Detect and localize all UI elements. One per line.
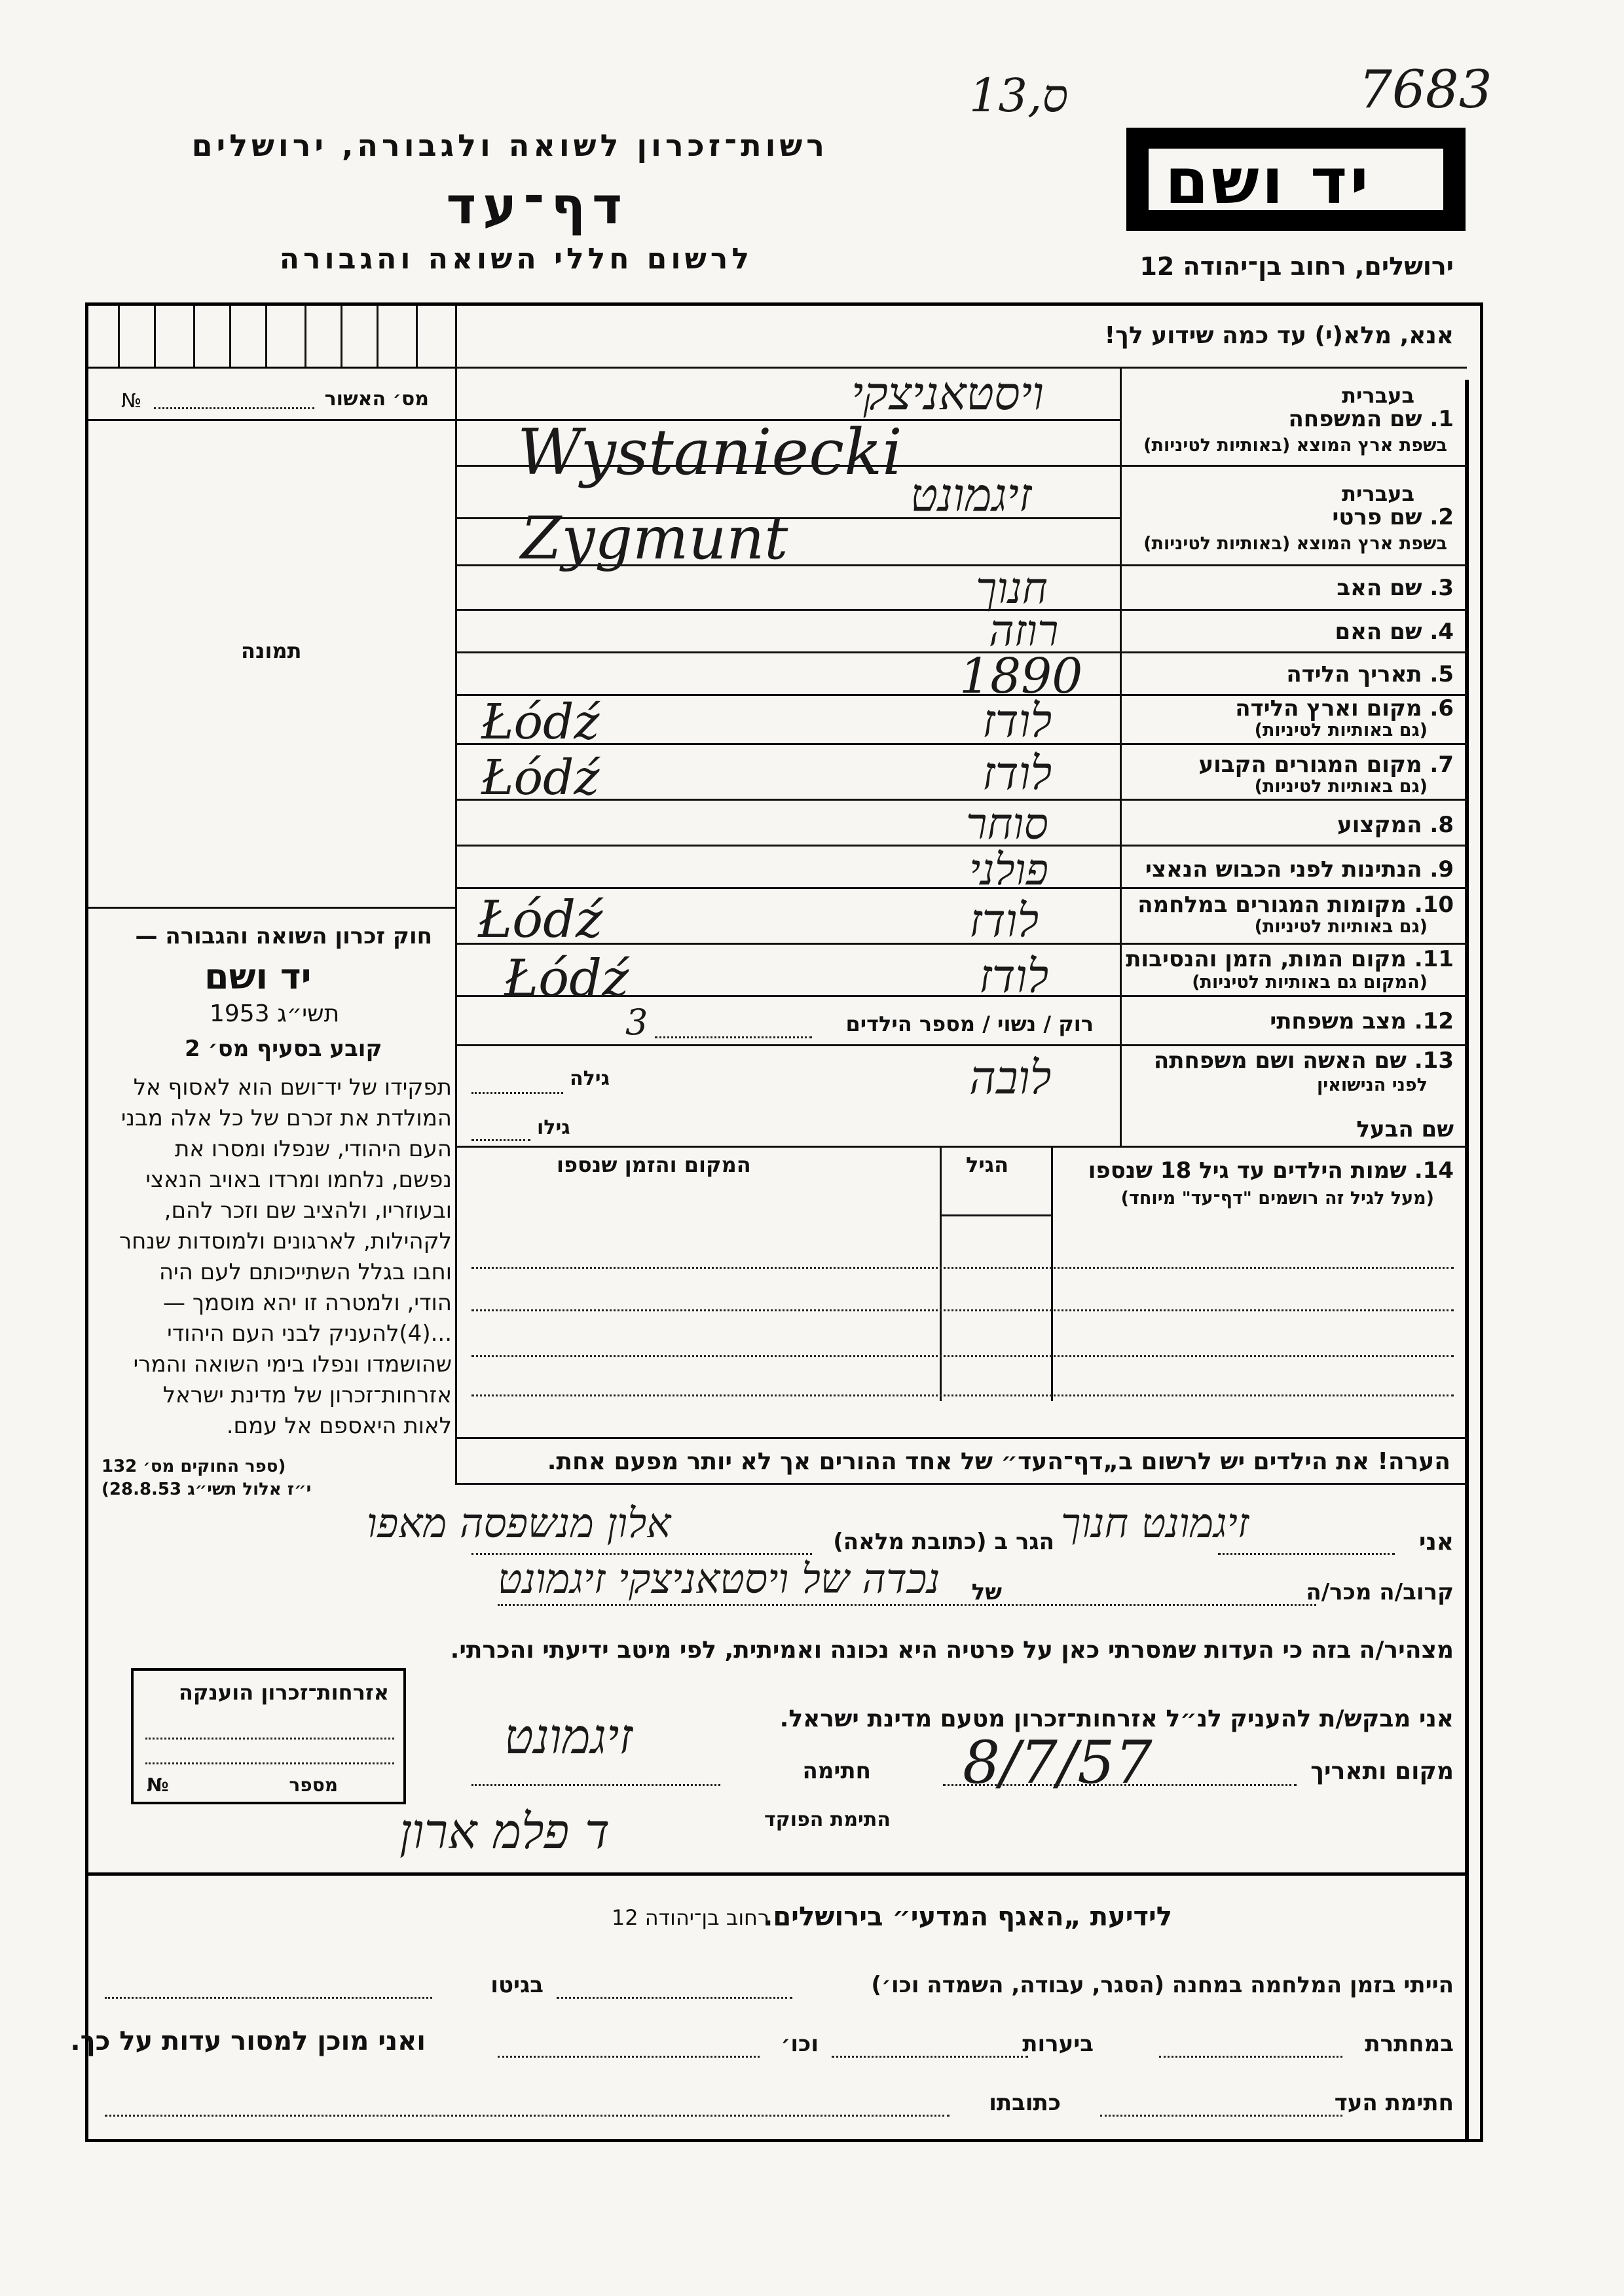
field-3-value[interactable]: חנוך bbox=[976, 563, 1048, 613]
citizenship-number-label: מספר bbox=[289, 1774, 338, 1796]
intro-instruction: אנא, מלא(י) עד כמה שידוע לך! bbox=[1104, 322, 1454, 349]
note: הערה! את הילדים יש לרשום ב„דף־העד״ של אחד ההורים אך לא יותר מפעם אחת. bbox=[547, 1448, 1450, 1475]
authority-name: רשות־זכרון לשואה ולגבורה, ירושלים bbox=[191, 128, 828, 163]
field-6-value-latin[interactable]: Łódź bbox=[481, 694, 600, 750]
field-12-children-field[interactable] bbox=[655, 1036, 812, 1038]
field-13-age-label: גילה bbox=[570, 1067, 610, 1090]
field-10-sub: (גם באותיות לטיניות) bbox=[1254, 917, 1428, 937]
field-9-label: 9. הנתינות לפני הכבוש הנאצי bbox=[1145, 856, 1454, 883]
field-2-value-hebrew[interactable]: זיגמונט bbox=[910, 468, 1032, 522]
law-year: תשי״ג 1953 bbox=[210, 1000, 340, 1027]
signature-label: חתימה bbox=[802, 1758, 871, 1784]
declarant-name[interactable]: זיגמונט חנוך bbox=[1061, 1499, 1249, 1547]
field-8-value[interactable]: סוחר bbox=[966, 799, 1048, 849]
field-1-label: 1. שם המשפחה bbox=[1288, 406, 1454, 432]
field-2-hebrew-tag: בעברית bbox=[1342, 481, 1414, 506]
official-signature-label: התימת הפוקד bbox=[764, 1808, 891, 1831]
field-13-value[interactable]: לובה bbox=[969, 1051, 1052, 1104]
field-2-sub: בשפת ארץ המוצא (באותיות לטיניות) bbox=[1143, 534, 1447, 554]
science-line-3a: חתימת העד bbox=[1334, 2090, 1454, 2116]
field-5-label: 5. תאריך הלידה bbox=[1286, 661, 1454, 687]
law-clause: קובע בסעיף מס׳ 2 bbox=[185, 1036, 382, 1062]
field-6-sub: (גם באותיות לטיניות) bbox=[1254, 720, 1428, 740]
science-line-1a: הייתי בזמן המלחמה במחנה (הסגר, עבודה, השמדה וכו׳) bbox=[871, 1972, 1454, 1998]
field-14-label: 14. שמות הילדים עד גיל 18 שנספו bbox=[1088, 1157, 1454, 1184]
science-line-2a: במחתרת bbox=[1365, 2031, 1454, 2057]
field-7-sub: (גם באותיות לטיניות) bbox=[1254, 776, 1428, 797]
citizenship-title: אזרחות־זכרון הוענקה bbox=[178, 1680, 389, 1705]
field-2-label: 2. שם פרטי bbox=[1332, 504, 1454, 530]
field-12-children-value[interactable]: 3 bbox=[625, 1002, 648, 1043]
field-10-label: 10. מקומות המגורים במלחמה bbox=[1137, 892, 1454, 918]
archive-annotation: 13,ס bbox=[969, 69, 1069, 122]
field-13-sub: לפני הנישואין bbox=[1316, 1075, 1428, 1095]
science-address: רחוב בן־יהודה 12 bbox=[611, 1905, 769, 1930]
husband-age-label: גילו bbox=[537, 1116, 570, 1139]
field-6-label: 6. מקום וארץ הלידה bbox=[1235, 695, 1454, 721]
science-line-3b: כתובתו bbox=[989, 2090, 1061, 2116]
field-7-label: 7. מקום המגורים הקבוע bbox=[1198, 752, 1454, 778]
logo-text: יד ושם bbox=[1165, 145, 1371, 218]
field-2-value-latin[interactable]: Zygmunt bbox=[521, 504, 788, 573]
official-signature-value[interactable]: ד פלמ ארון bbox=[399, 1804, 610, 1860]
children-row-1[interactable] bbox=[471, 1267, 1454, 1269]
address: ירושלים, רחוב בן־יהודה 12 bbox=[1139, 252, 1454, 281]
of-label: של bbox=[971, 1579, 1002, 1605]
field-1-sub: בשפת ארץ המוצא (באותיות לטיניות) bbox=[1143, 435, 1447, 456]
field-9-value[interactable]: פולני bbox=[969, 845, 1049, 895]
science-line-2c: וכו׳ bbox=[781, 2031, 819, 2057]
children-place-column: המקום והזמן שנספו bbox=[557, 1152, 751, 1177]
document-title: דף־עד bbox=[446, 177, 629, 236]
field-8-label: 8. המקצוע bbox=[1337, 812, 1454, 838]
citizenship-number-sign: № bbox=[147, 1774, 169, 1796]
field-4-value[interactable]: רוזה bbox=[989, 606, 1059, 656]
field-14-sub: (מעל לגיל זה רושמים "דף־עד" מיוחד) bbox=[1120, 1188, 1434, 1209]
declaration-ani: אני bbox=[1418, 1529, 1454, 1556]
children-age-column: הגיל bbox=[966, 1152, 1009, 1177]
field-13-label: 13. שם האשה ושם משפחתה bbox=[1153, 1048, 1454, 1074]
husband-label: שם הבעל bbox=[1356, 1116, 1454, 1142]
approval-no-sign: № bbox=[121, 390, 142, 412]
archive-number-note: 7683 bbox=[1359, 59, 1492, 120]
signature-value[interactable]: זיגמונט bbox=[504, 1709, 633, 1765]
field-5-value[interactable]: 1890 bbox=[959, 648, 1083, 704]
field-7-value-latin[interactable]: Łódź bbox=[481, 750, 600, 806]
stub-boxes bbox=[88, 306, 455, 369]
field-1-value-latin[interactable]: Wystaniecki bbox=[517, 416, 902, 489]
field-1-hebrew-tag: בעברית bbox=[1342, 383, 1414, 408]
field-1-value-hebrew[interactable]: ויסטאניצקי bbox=[851, 367, 1044, 420]
yad-vashem-logo bbox=[1126, 128, 1466, 231]
field-3-label: 3. שם האב bbox=[1337, 575, 1454, 601]
relation-value[interactable]: נכדה של ויסטאניצקי זיגמונט bbox=[498, 1555, 940, 1603]
approval-number-field[interactable] bbox=[154, 407, 314, 409]
relative-label: קרוב/ה מכר/ה bbox=[1306, 1579, 1454, 1605]
law-heading: חוק זכרון השואה והגבורה — bbox=[135, 923, 432, 949]
science-line-2b: ביערות bbox=[1022, 2031, 1094, 2057]
children-row-3[interactable] bbox=[471, 1355, 1454, 1357]
field-12-label: 12. מצב משפחתי bbox=[1270, 1008, 1454, 1034]
law-reference-1: (ספר החוקים מס׳ 132 bbox=[101, 1457, 286, 1476]
field-11-label: 11. מקום המות, הזמן והנסיבות bbox=[1126, 946, 1454, 972]
field-11-value-hebrew[interactable]: לודז bbox=[979, 949, 1049, 1003]
place-date-label: מקום ותאריך bbox=[1310, 1758, 1454, 1785]
field-12-options: רוק / נשוי / מספר הילדים bbox=[845, 1011, 1094, 1036]
declarant-address[interactable]: אלון מנשפסה מאפו bbox=[367, 1499, 671, 1547]
request: אני מבקש/ת להעניק לנ״ל אזרחות־זכרון מטעם מדינת ישראל. bbox=[779, 1705, 1454, 1732]
children-row-4[interactable] bbox=[471, 1394, 1454, 1396]
science-title: לידיעת „האגף המדעי״ בירושלים. bbox=[763, 1902, 1172, 1932]
law-body: תפקידו של יד־ושם הוא לאסוף אל המולדת את זכרם של כל אלה מבני העם היהודי, שנפלו ומסרו את נפשם, נלחמו ומרדו באויב הנאצי ובעוזריו, ולהציב שם וזכר להם, לקהילות, לארגונים ולמוסדות שנחר וחבו בגלל השתייכותם לעם היה הודי, ולמטרה זו יהא מוסמך — ...(4)להעניק לבני העם היהודי שהושמדו ונפלו בימי השואה והמרי אזרחות־זכרון של מדינת ישראל לאות היאספם אל עמם. bbox=[119, 1074, 452, 1439]
law-reference-2: י״ז אלול תשי״ג 28.8.53) bbox=[101, 1480, 312, 1499]
field-11-value-latin[interactable]: Łódź bbox=[504, 949, 629, 1008]
children-row-2[interactable] bbox=[471, 1309, 1454, 1311]
field-7-value-hebrew[interactable]: לודז bbox=[982, 746, 1052, 800]
photo-label: תמונה bbox=[241, 638, 302, 663]
approval-number-label: מס׳ האשור bbox=[324, 388, 429, 410]
science-line-2d: ואני מוכן למסור עדות על כך. bbox=[70, 2026, 426, 2056]
field-11-sub: (המקום גם באותיות לטיניות) bbox=[1192, 972, 1428, 993]
resides-label: הגר ב (כתובת מלאה) bbox=[833, 1529, 1054, 1555]
field-10-value-latin[interactable]: Łódź bbox=[478, 890, 603, 949]
field-10-value-hebrew[interactable]: לודז bbox=[969, 894, 1039, 947]
place-date-value[interactable]: 8/7/57 bbox=[963, 1728, 1153, 1797]
statement: מצהיר/ה בזה כי העדות שמסרתי כאן על פרטיה היא נכונה ואמיתית, לפי מיטב ידיעתי והכרתי. bbox=[450, 1637, 1454, 1664]
citizenship-box bbox=[131, 1668, 406, 1804]
field-4-label: 4. שם האם bbox=[1335, 619, 1454, 645]
document-subtitle: לרשום חללי השואה והגבורה bbox=[279, 242, 753, 276]
science-line-1b: בגיטו bbox=[490, 1972, 544, 1998]
field-6-value-hebrew[interactable]: לודז bbox=[982, 694, 1052, 748]
law-name: יד ושם bbox=[204, 956, 312, 997]
